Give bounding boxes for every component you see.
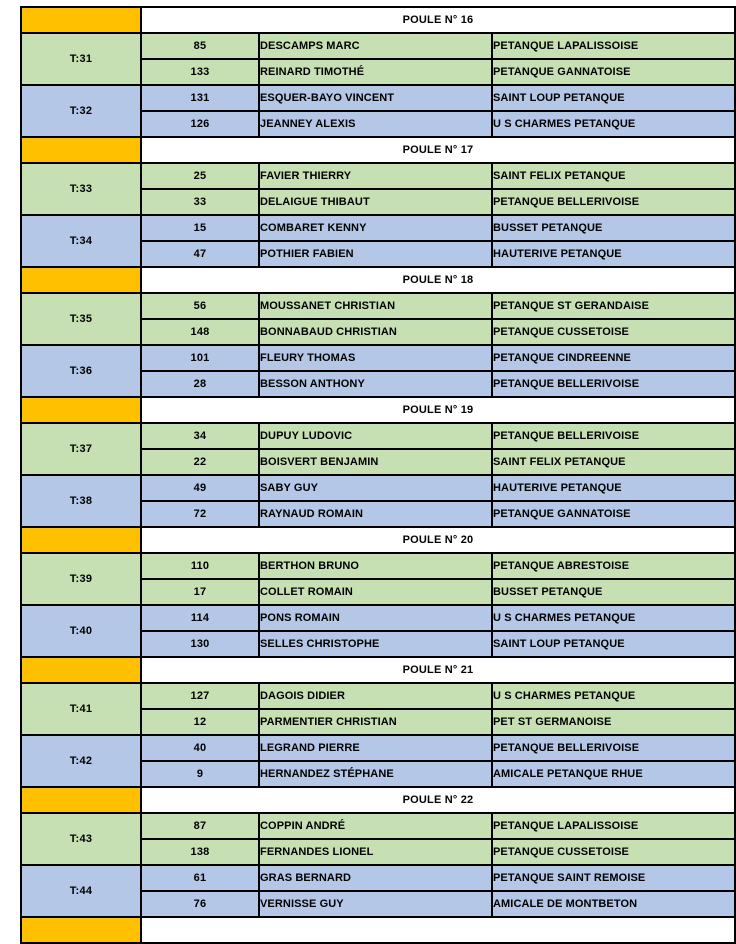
player-row [21, 605, 735, 631]
player-row [21, 163, 735, 189]
poule-color-tab [21, 527, 141, 553]
player-row [21, 423, 735, 449]
player-name-cell: REINARD TIMOTHÉ [259, 59, 492, 85]
player-name-cell: PARMENTIER CHRISTIAN [259, 709, 492, 735]
poule-color-tab [21, 657, 141, 683]
club-name-cell: PETANQUE GANNATOISE [492, 501, 735, 527]
court-cell: T:40 [21, 605, 141, 657]
licence-number-cell: 25 [141, 163, 259, 189]
poule-header-row [21, 787, 735, 813]
club-name-cell: SAINT LOUP PETANQUE [492, 85, 735, 111]
player-row [21, 865, 735, 891]
licence-number-cell: 87 [141, 813, 259, 839]
player-name-cell: DUPUY LUDOVIC [259, 423, 492, 449]
licence-number-cell: 110 [141, 553, 259, 579]
player-name-cell: BOISVERT BENJAMIN [259, 449, 492, 475]
club-name-cell: BUSSET PETANQUE [492, 579, 735, 605]
court-cell: T:33 [21, 163, 141, 215]
licence-number-cell: 72 [141, 501, 259, 527]
poule-color-tab [21, 397, 141, 423]
licence-number-cell: 127 [141, 683, 259, 709]
court-cell: T:41 [21, 683, 141, 735]
licence-number-cell: 133 [141, 59, 259, 85]
player-name-cell: GRAS BERNARD [259, 865, 492, 891]
player-name-cell: RAYNAUD ROMAIN [259, 501, 492, 527]
poule-header-row [21, 7, 735, 33]
club-name-cell: HAUTERIVE PETANQUE [492, 241, 735, 267]
club-name-cell: PETANQUE BELLERIVOISE [492, 371, 735, 397]
licence-number-cell: 17 [141, 579, 259, 605]
poule-color-tab [21, 917, 141, 943]
court-cell: T:38 [21, 475, 141, 527]
licence-number-cell: 28 [141, 371, 259, 397]
player-name-cell: FERNANDES LIONEL [259, 839, 492, 865]
player-row [21, 735, 735, 761]
player-name-cell: LEGRAND PIERRE [259, 735, 492, 761]
licence-number-cell: 130 [141, 631, 259, 657]
player-name-cell: BESSON ANTHONY [259, 371, 492, 397]
club-name-cell: AMICALE PETANQUE RHUE [492, 761, 735, 787]
club-name-cell: PETANQUE LAPALISSOISE [492, 33, 735, 59]
club-name-cell: SAINT LOUP PETANQUE [492, 631, 735, 657]
poule-header-row [21, 397, 735, 423]
player-row [21, 33, 735, 59]
poules-table [20, 6, 736, 944]
player-name-cell: JEANNEY ALEXIS [259, 111, 492, 137]
club-name-cell: PETANQUE CINDREENNE [492, 345, 735, 371]
licence-number-cell: 22 [141, 449, 259, 475]
licence-number-cell: 126 [141, 111, 259, 137]
licence-number-cell: 15 [141, 215, 259, 241]
licence-number-cell: 49 [141, 475, 259, 501]
licence-number-cell: 47 [141, 241, 259, 267]
poule-title: POULE N° 21 [141, 657, 735, 683]
poule-title: POULE N° 18 [141, 267, 735, 293]
poule-title: POULE N° 22 [141, 787, 735, 813]
player-name-cell: FLEURY THOMAS [259, 345, 492, 371]
player-row [21, 553, 735, 579]
player-row [21, 683, 735, 709]
player-name-cell: POTHIER FABIEN [259, 241, 492, 267]
court-cell: T:37 [21, 423, 141, 475]
poule-title: POULE N° 19 [141, 397, 735, 423]
player-row [21, 475, 735, 501]
club-name-cell: U S CHARMES PETANQUE [492, 111, 735, 137]
licence-number-cell: 61 [141, 865, 259, 891]
club-name-cell: PETANQUE BELLERIVOISE [492, 423, 735, 449]
player-name-cell: HERNANDEZ STÉPHANE [259, 761, 492, 787]
licence-number-cell: 138 [141, 839, 259, 865]
player-name-cell: MOUSSANET CHRISTIAN [259, 293, 492, 319]
club-name-cell: PETANQUE GANNATOISE [492, 59, 735, 85]
court-cell: T:35 [21, 293, 141, 345]
player-name-cell: BONNABAUD CHRISTIAN [259, 319, 492, 345]
player-name-cell: SELLES CHRISTOPHE [259, 631, 492, 657]
licence-number-cell: 9 [141, 761, 259, 787]
club-name-cell: PET ST GERMANOISE [492, 709, 735, 735]
player-row [21, 85, 735, 111]
club-name-cell: PETANQUE LAPALISSOISE [492, 813, 735, 839]
poule-header-row [21, 657, 735, 683]
player-name-cell: COMBARET KENNY [259, 215, 492, 241]
licence-number-cell: 33 [141, 189, 259, 215]
player-name-cell: VERNISSE GUY [259, 891, 492, 917]
poule-title [141, 917, 735, 943]
poule-color-tab [21, 137, 141, 163]
court-cell: T:44 [21, 865, 141, 917]
poule-title: POULE N° 17 [141, 137, 735, 163]
player-name-cell: DESCAMPS MARC [259, 33, 492, 59]
club-name-cell: U S CHARMES PETANQUE [492, 605, 735, 631]
club-name-cell: PETANQUE CUSSETOISE [492, 839, 735, 865]
poule-color-tab [21, 267, 141, 293]
club-name-cell: HAUTERIVE PETANQUE [492, 475, 735, 501]
player-row [21, 345, 735, 371]
player-name-cell: FAVIER THIERRY [259, 163, 492, 189]
club-name-cell: PETANQUE CUSSETOISE [492, 319, 735, 345]
club-name-cell: BUSSET PETANQUE [492, 215, 735, 241]
club-name-cell: PETANQUE ST GERANDAISE [492, 293, 735, 319]
licence-number-cell: 56 [141, 293, 259, 319]
court-cell: T:42 [21, 735, 141, 787]
club-name-cell: PETANQUE SAINT REMOISE [492, 865, 735, 891]
licence-number-cell: 101 [141, 345, 259, 371]
court-cell: T:34 [21, 215, 141, 267]
club-name-cell: PETANQUE ABRESTOISE [492, 553, 735, 579]
poule-header-row [21, 527, 735, 553]
club-name-cell: U S CHARMES PETANQUE [492, 683, 735, 709]
poule-header-row [21, 137, 735, 163]
poule-title: POULE N° 20 [141, 527, 735, 553]
court-cell: T:31 [21, 33, 141, 85]
club-name-cell: SAINT FELIX PETANQUE [492, 163, 735, 189]
player-name-cell: COLLET ROMAIN [259, 579, 492, 605]
player-row [21, 293, 735, 319]
poule-color-tab [21, 7, 141, 33]
court-cell: T:36 [21, 345, 141, 397]
club-name-cell: PETANQUE BELLERIVOISE [492, 189, 735, 215]
poule-header-row [21, 267, 735, 293]
player-name-cell: SABY GUY [259, 475, 492, 501]
player-row [21, 813, 735, 839]
club-name-cell: AMICALE DE MONTBETON [492, 891, 735, 917]
player-name-cell: DAGOIS DIDIER [259, 683, 492, 709]
licence-number-cell: 148 [141, 319, 259, 345]
player-row [21, 215, 735, 241]
licence-number-cell: 12 [141, 709, 259, 735]
licence-number-cell: 85 [141, 33, 259, 59]
licence-number-cell: 34 [141, 423, 259, 449]
court-cell: T:39 [21, 553, 141, 605]
licence-number-cell: 131 [141, 85, 259, 111]
court-cell: T:43 [21, 813, 141, 865]
club-name-cell: PETANQUE BELLERIVOISE [492, 735, 735, 761]
player-name-cell: BERTHON BRUNO [259, 553, 492, 579]
licence-number-cell: 114 [141, 605, 259, 631]
court-cell: T:32 [21, 85, 141, 137]
licence-number-cell: 76 [141, 891, 259, 917]
player-name-cell: COPPIN ANDRÉ [259, 813, 492, 839]
clipped-next-poule-row [21, 917, 735, 943]
poule-title: POULE N° 16 [141, 7, 735, 33]
player-name-cell: DELAIGUE THIBAUT [259, 189, 492, 215]
licence-number-cell: 40 [141, 735, 259, 761]
poule-color-tab [21, 787, 141, 813]
club-name-cell: SAINT FELIX PETANQUE [492, 449, 735, 475]
player-name-cell: PONS ROMAIN [259, 605, 492, 631]
player-name-cell: ESQUER-BAYO VINCENT [259, 85, 492, 111]
